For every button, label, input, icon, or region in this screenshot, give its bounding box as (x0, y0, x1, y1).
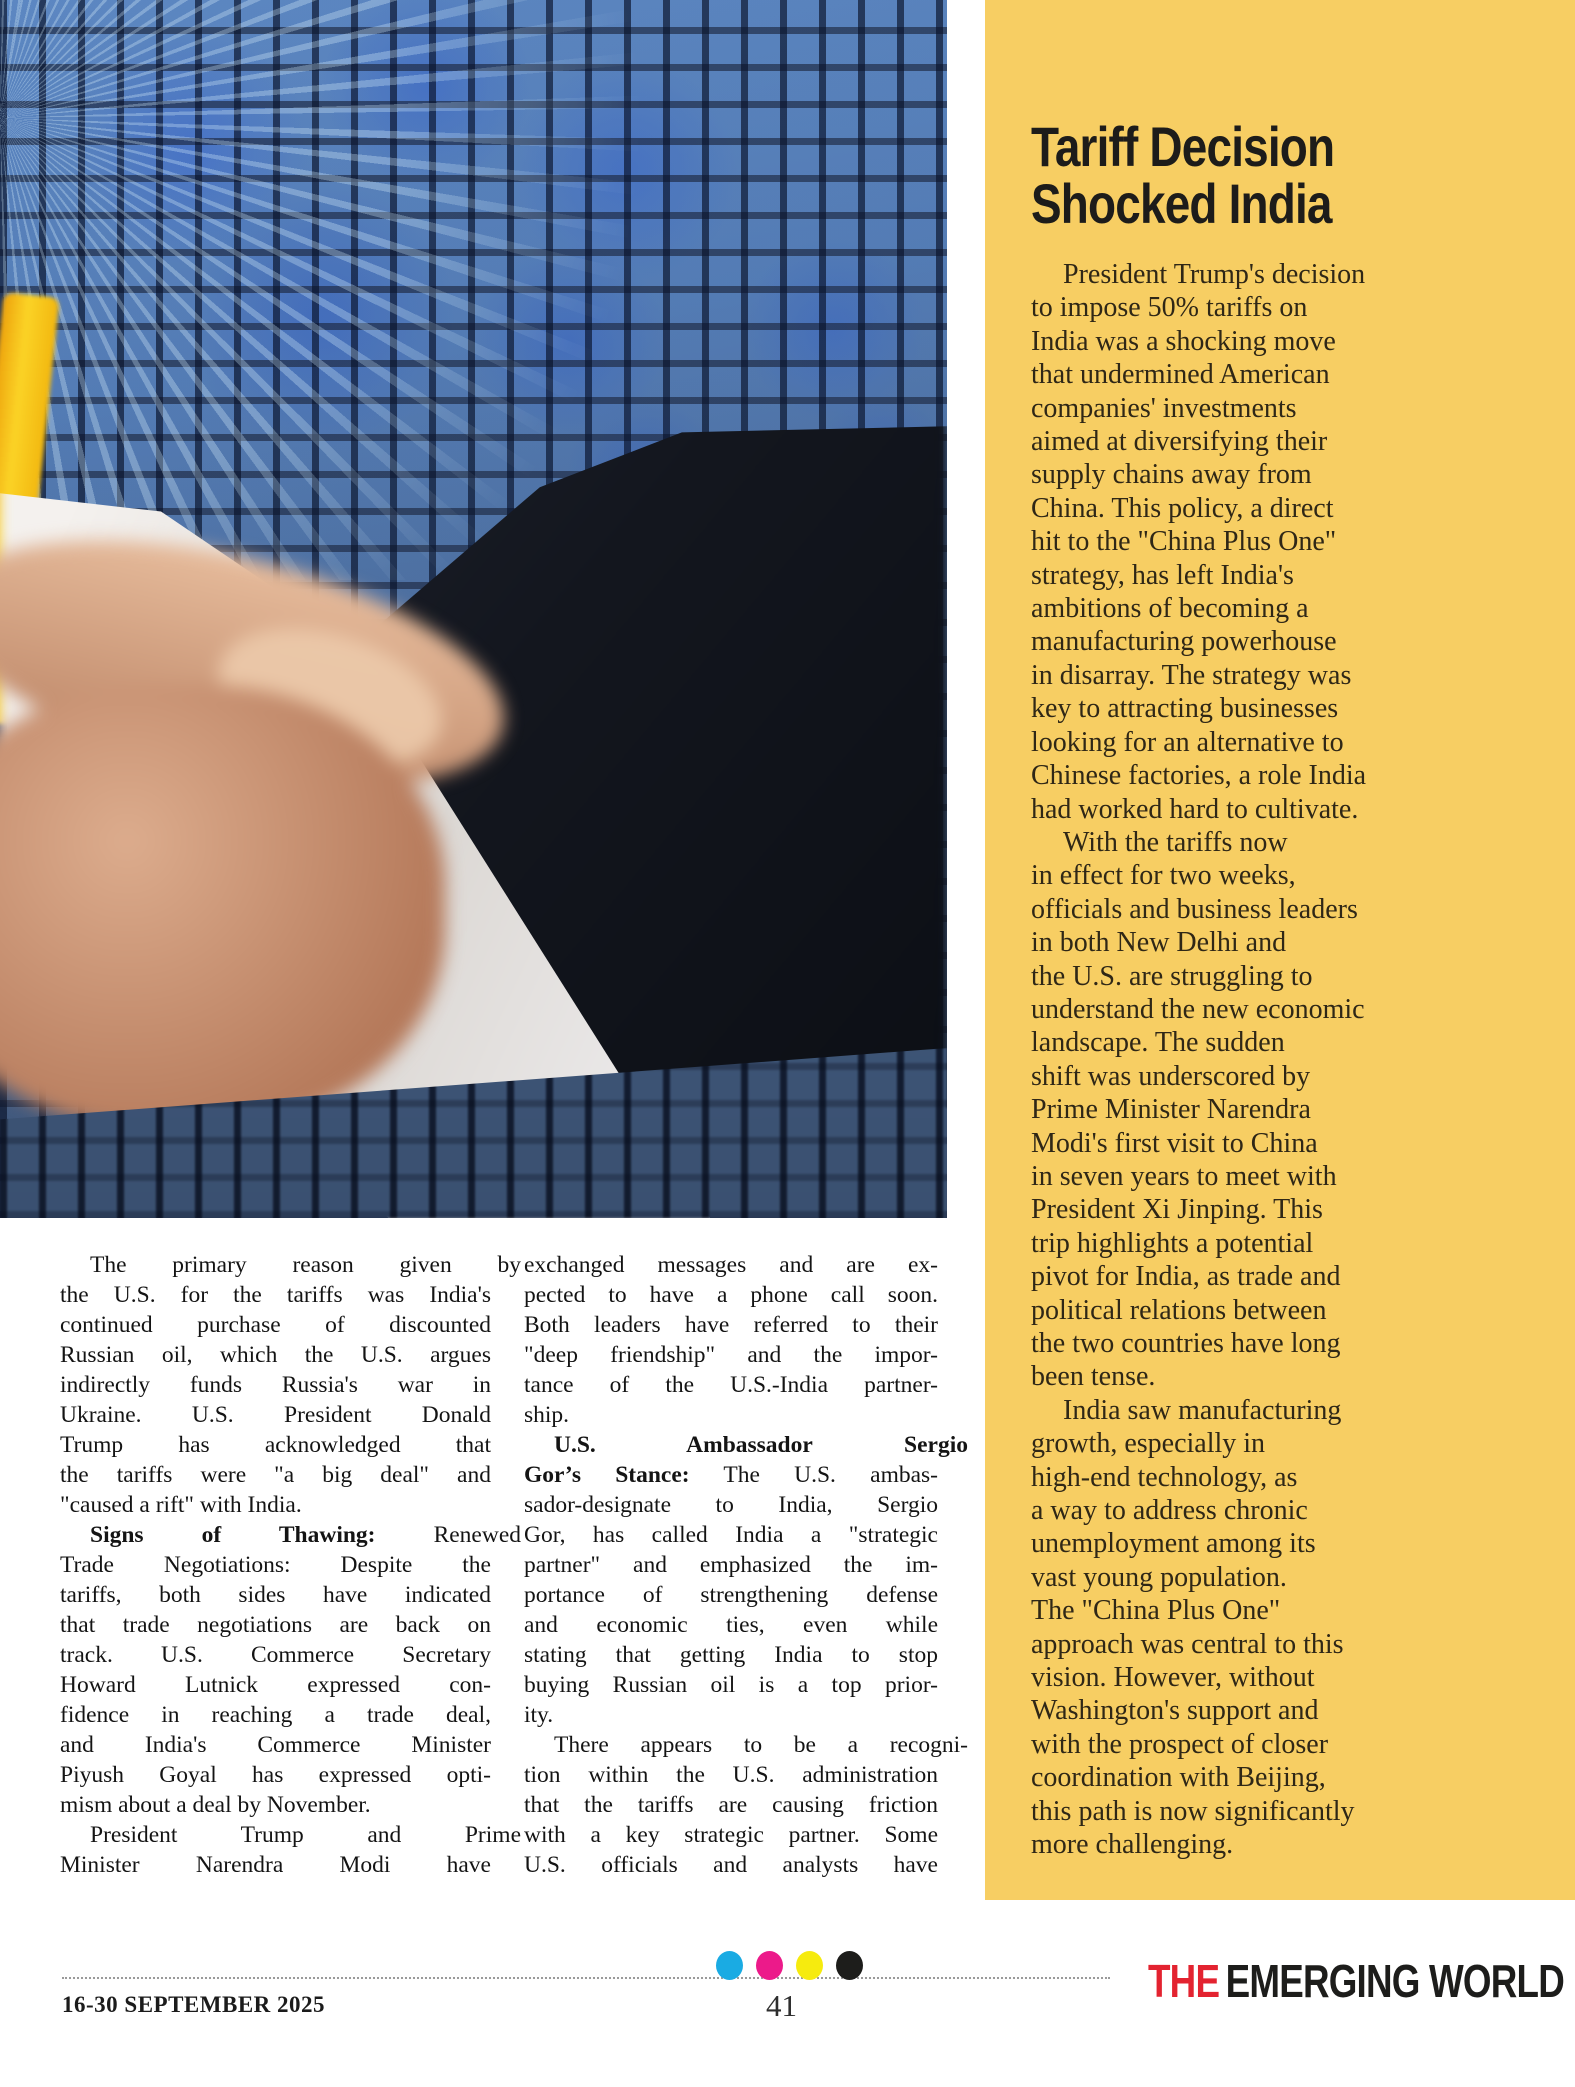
sidebar-text-line: Washington's support and (1031, 1695, 1319, 1727)
text-line: and economic ties, even while (524, 1612, 938, 1638)
text-line: partner" and emphasized the im- (524, 1552, 938, 1578)
sidebar-text-line: The "China Plus One" (1031, 1595, 1281, 1627)
fist-hand (0, 0, 947, 1218)
sidebar-text-line: Prime Minister Narendra (1031, 1094, 1311, 1126)
sidebar-text-line: companies' investments (1031, 392, 1297, 424)
sidebar-text-line: India was a shocking move (1031, 325, 1336, 357)
text-line: Ukraine. U.S. President Donald (60, 1402, 491, 1428)
sidebar-text-line: Modi's first visit to China (1031, 1127, 1318, 1159)
registration-dot (716, 1951, 743, 1980)
sidebar-text-line: hit to the "China Plus One" (1031, 526, 1337, 558)
text-line: There appears to be a recogni- (554, 1732, 968, 1758)
sidebar-text-line: pivot for India, as trade and (1031, 1261, 1341, 1293)
sidebar-title-line1: Tariff Decision (1031, 115, 1335, 178)
text-line: Piyush Goyal has expressed opti- (60, 1762, 491, 1788)
text-line: ity. (524, 1702, 554, 1728)
text-line: exchanged messages and are ex- (524, 1252, 938, 1278)
sidebar-text-line: in seven years to meet with (1031, 1160, 1337, 1192)
page-number: 41 (766, 1988, 797, 2023)
sidebar-text-line: vision. However, without (1031, 1662, 1315, 1694)
text-line: fidence in reaching a trade deal, (60, 1702, 491, 1728)
sidebar-text-line: growth, especially in (1031, 1428, 1266, 1460)
sidebar-title-line2: Shocked India (1031, 172, 1332, 235)
magazine-logo (1148, 1954, 1564, 2008)
body-column-left (60, 1250, 522, 1880)
sidebar-text-line: coordination with Beijing, (1031, 1762, 1326, 1794)
sidebar-text-line: With the tariffs now (1063, 826, 1288, 858)
sidebar-text-line: this path is now significantly (1031, 1795, 1355, 1827)
text-line: pected to have a phone call soon. (524, 1282, 938, 1308)
registration-dot (836, 1951, 863, 1980)
sidebar-text-line: strategy, has left India's (1031, 559, 1294, 591)
logo-emerging-world: EMERGING WORLD (1225, 1955, 1564, 2007)
text-line: Russian oil, which the U.S. argues (60, 1342, 491, 1368)
text-line: The primary reason given by (90, 1252, 521, 1278)
text-line: track. U.S. Commerce Secretary (60, 1642, 491, 1668)
sidebar-text-line: understand the new economic (1031, 993, 1365, 1025)
text-line: with a key strategic partner. Some (524, 1822, 938, 1848)
sidebar-text-line: with the prospect of closer (1031, 1728, 1329, 1760)
sidebar-text-line: Chinese factories, a role India (1031, 760, 1367, 792)
sidebar-text-line: unemployment among its (1031, 1528, 1316, 1560)
logo-the: THE (1148, 1955, 1220, 2007)
text-line: Both leaders have referred to their (524, 1312, 938, 1338)
text-line: and India's Commerce Minister (60, 1732, 491, 1758)
text-line: mism about a deal by November. (60, 1792, 371, 1818)
registration-dots (716, 1951, 876, 1980)
sidebar-text-line: key to attracting businesses (1031, 693, 1339, 725)
text-line: Minister Narendra Modi have (60, 1852, 491, 1878)
sidebar-text-line: in effect for two weeks, (1031, 860, 1296, 892)
text-line: Howard Lutnick expressed con- (60, 1672, 491, 1698)
sidebar-paragraph (1031, 826, 1470, 1394)
text-line: the U.S. for the tariffs was India's (60, 1282, 491, 1308)
text-line: Trade Negotiations: Despite the (60, 1552, 491, 1578)
text-line: "deep friendship" and the impor- (524, 1342, 938, 1368)
sidebar-text-line: shift was underscored by (1031, 1060, 1311, 1092)
fist (0, 685, 445, 1130)
text-line: portance of strengthening defense (524, 1582, 938, 1608)
sidebar-paragraph (1031, 1394, 1470, 1862)
body-column-middle (524, 1250, 968, 1880)
sidebar-text-line: a way to address chronic (1031, 1495, 1308, 1527)
sidebar-text-line: China. This policy, a direct (1031, 492, 1334, 524)
sidebar-text-line: in both New Delhi and (1031, 927, 1287, 959)
sidebar-text-line: trip highlights a potential (1031, 1227, 1314, 1259)
registration-dot (796, 1951, 823, 1980)
sidebar-text-line: more challenging. (1031, 1829, 1234, 1861)
sidebar-paragraph (1031, 258, 1470, 826)
sidebar-text-line: looking for an alternative to (1031, 726, 1344, 758)
text-line: Signs of Thawing: Renewed (90, 1522, 522, 1548)
sidebar-text-line: landscape. The sudden (1031, 1027, 1285, 1059)
sidebar-text-line: the U.S. are struggling to (1031, 960, 1313, 992)
sidebar-text-line: vast young population. (1031, 1561, 1287, 1593)
text-line: indirectly funds Russia's war in (60, 1372, 491, 1398)
text-line: sador-designate to India, Sergio (524, 1492, 938, 1518)
sidebar-body (1031, 258, 1470, 1862)
sidebar-text-line: in disarray. The strategy was (1031, 659, 1352, 691)
text-line: Gor, has called India a "strategic (524, 1522, 938, 1548)
text-line: U.S. Ambassador Sergio (554, 1432, 968, 1458)
sidebar-text-line: officials and business leaders (1031, 893, 1358, 925)
sidebar-text-line: that undermined American (1031, 359, 1330, 391)
sidebar-text-line: to impose 50% tariffs on (1031, 292, 1308, 324)
sidebar-text-line: the two countries have long (1031, 1328, 1341, 1359)
text-line: tion within the U.S. administration (524, 1762, 938, 1788)
footer-date: 16-30 SEPTEMBER 2025 (62, 1992, 326, 2017)
sidebar-title (1031, 115, 1391, 235)
sidebar-text-line: supply chains away from (1031, 459, 1312, 491)
registration-dot (756, 1951, 783, 1980)
text-line: that trade negotiations are back on (60, 1612, 491, 1638)
sidebar-text-line: ambitions of becoming a (1031, 593, 1309, 625)
text-line: the tariffs were "a big deal" and (60, 1462, 491, 1488)
text-line: Trump has acknowledged that (60, 1432, 491, 1458)
sidebar-text-line: approach was central to this (1031, 1628, 1344, 1660)
sidebar-text-line: had worked hard to cultivate. (1031, 793, 1359, 825)
sidebar-text-line: been tense. (1031, 1361, 1156, 1393)
sidebar-text-line: President Trump's decision (1063, 259, 1366, 290)
text-line: "caused a rift" with India. (60, 1492, 302, 1518)
text-line: Gor’s Stance: The U.S. ambas- (524, 1462, 939, 1488)
text-line: tance of the U.S.-India partner- (524, 1372, 938, 1398)
text-line: continued purchase of discounted (60, 1312, 491, 1338)
sidebar-text-line: political relations between (1031, 1294, 1327, 1326)
sidebar-article (985, 0, 1575, 1900)
text-line: stating that getting India to stop (524, 1642, 938, 1668)
footer-dotted-rule (62, 1977, 1110, 1979)
sidebar-text-line: President Xi Jinping. This (1031, 1194, 1323, 1226)
text-line: tariffs, both sides have indicated (60, 1582, 491, 1608)
lead-photo (0, 0, 947, 1218)
sidebar-text-line: manufacturing powerhouse (1031, 626, 1337, 658)
text-line: President Trump and Prime (90, 1822, 521, 1848)
sidebar-text-line: India saw manufacturing (1063, 1394, 1342, 1426)
text-line: U.S. officials and analysts have (524, 1852, 938, 1878)
sidebar-text-line: high-end technology, as (1031, 1461, 1298, 1493)
text-line: that the tariffs are causing friction (524, 1792, 938, 1818)
text-line: buying Russian oil is a top prior- (524, 1672, 938, 1698)
sidebar-text-line: aimed at diversifying their (1031, 426, 1328, 458)
text-line: ship. (524, 1402, 570, 1428)
